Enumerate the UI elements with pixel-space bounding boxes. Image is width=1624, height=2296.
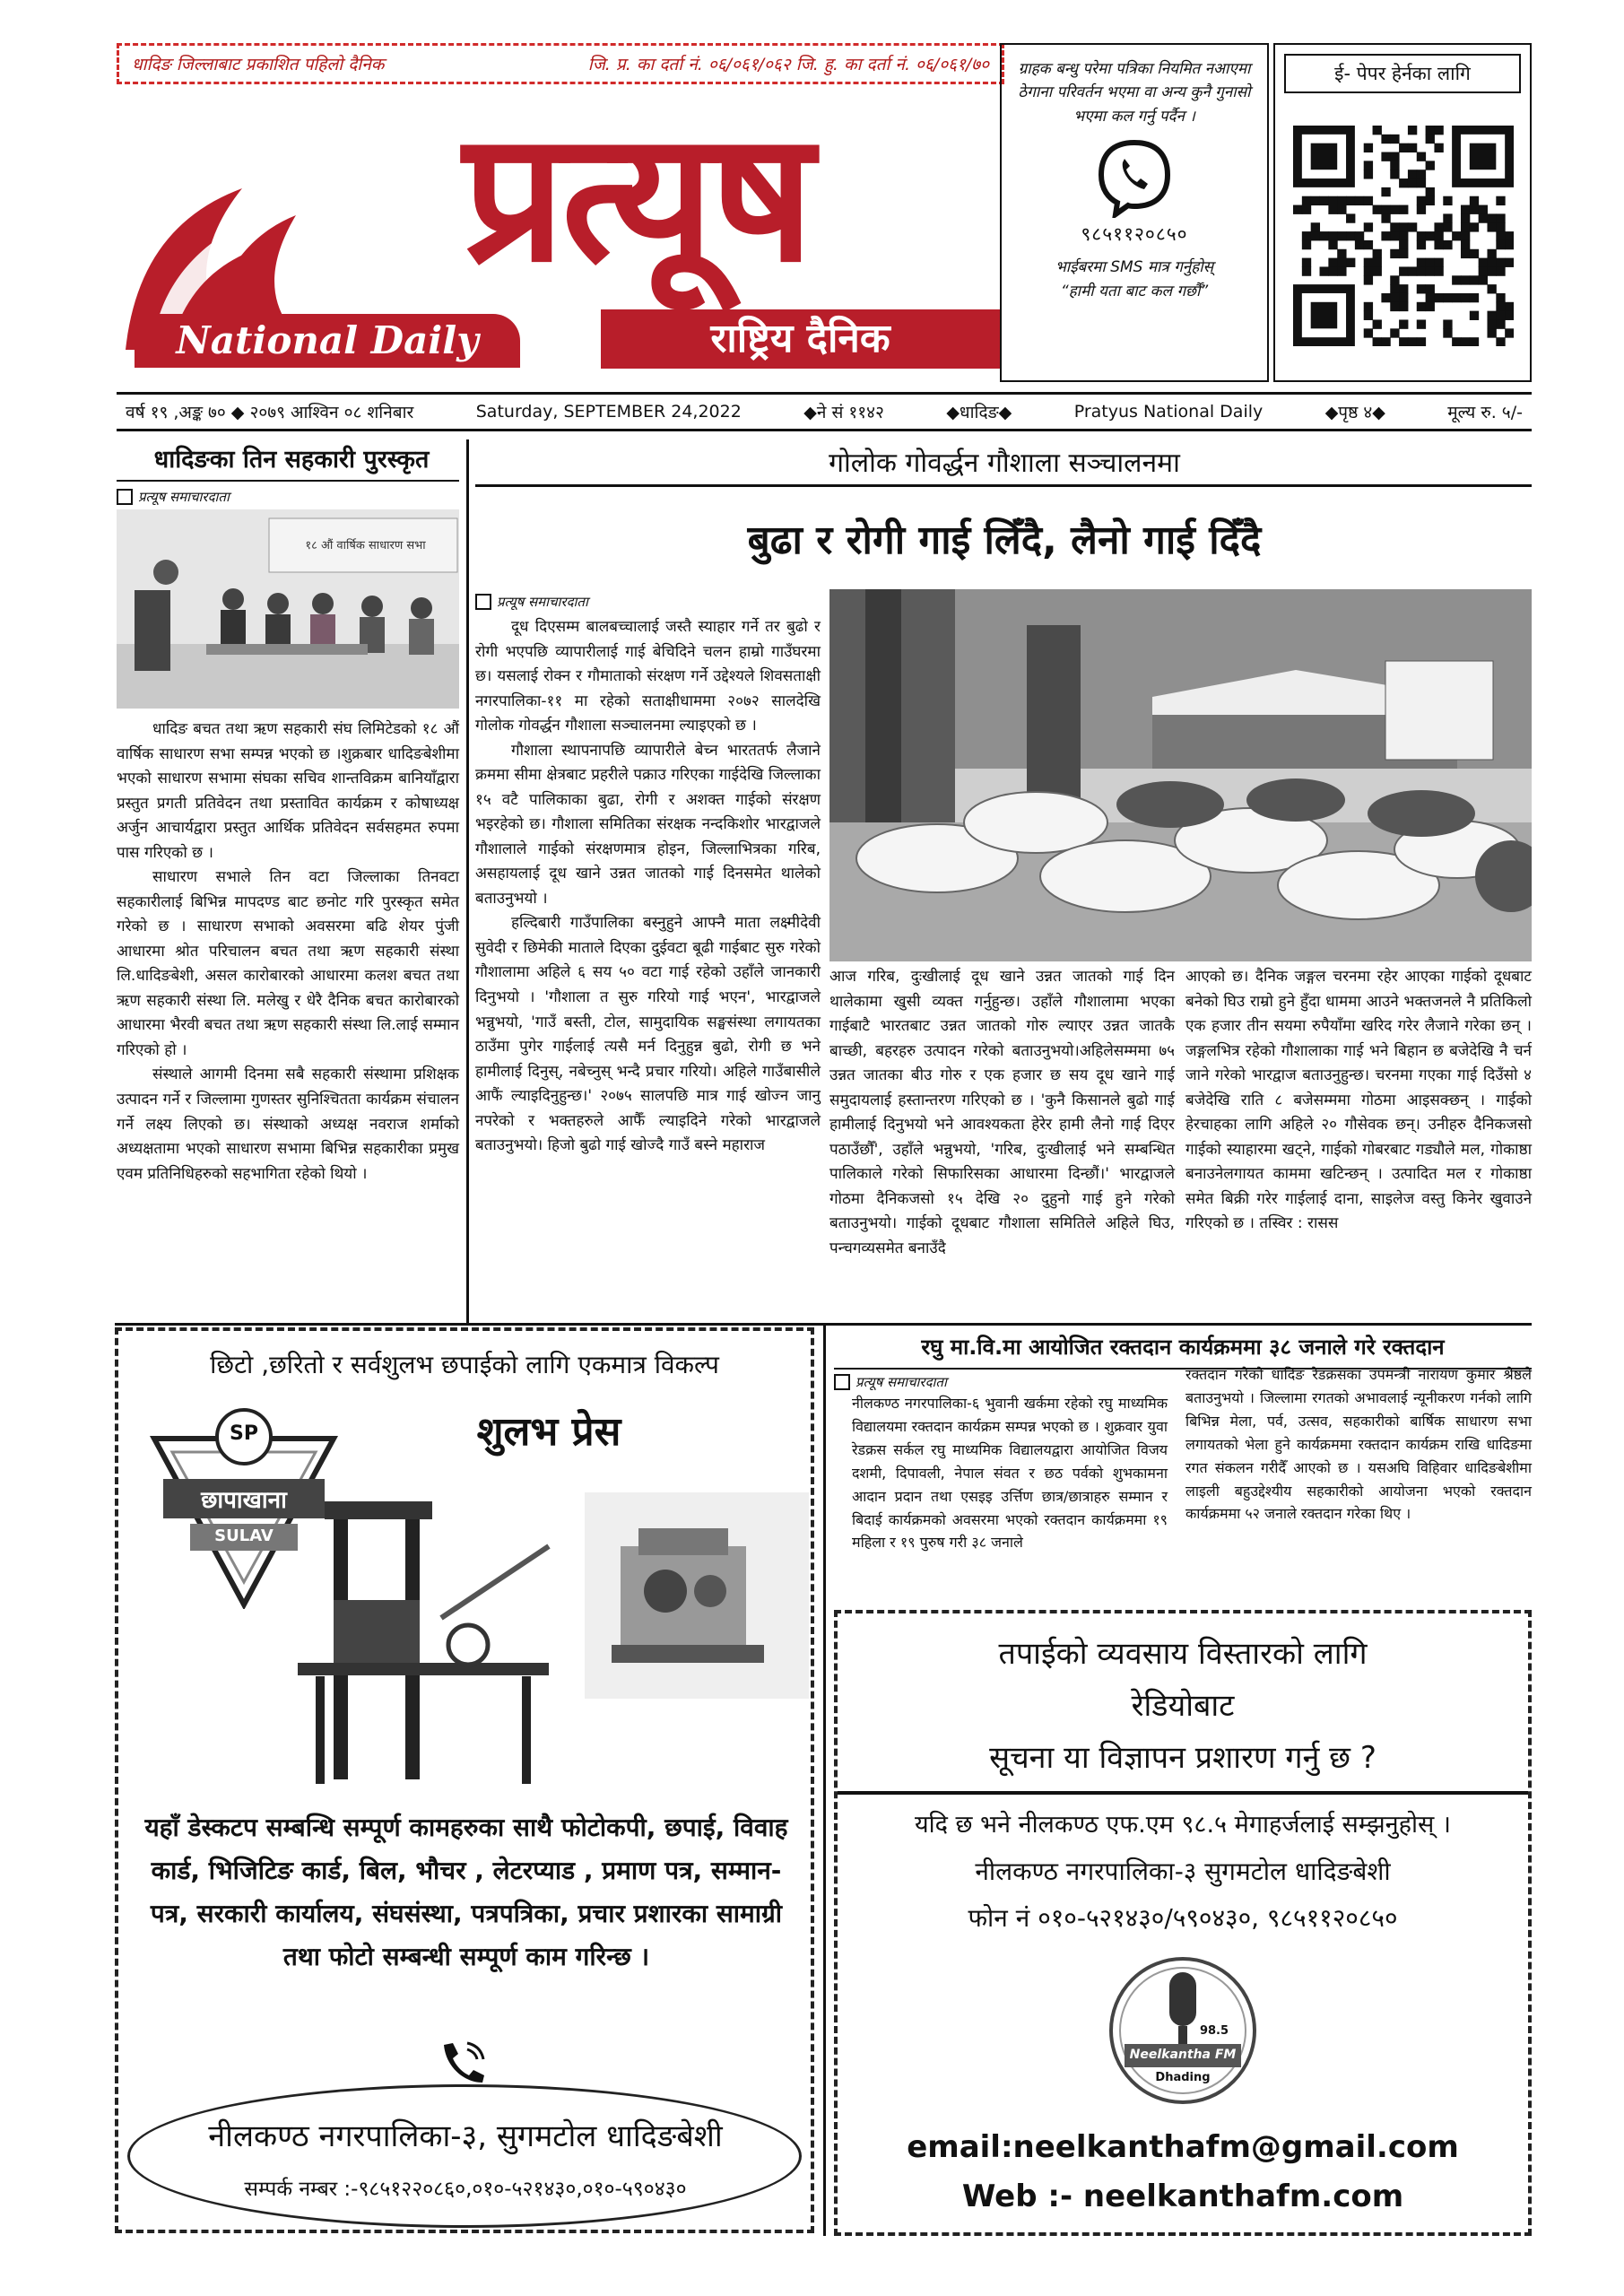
masthead-logo <box>117 90 1004 377</box>
byline-square-icon <box>834 1374 850 1390</box>
article-cooperatives-byline <box>117 487 457 507</box>
press-logo-initials: SP <box>230 1422 258 1445</box>
paragraph: हल्दिबारी गाउँपालिका बस्नुहुने आफ्नै माता लक्ष्मीदेवी सुवेदी र छिमेकी माताले दिएका दुईवटा बूढी गाईबाट सुरु गरेको गौशालामा अहिले ६ सय ५० वटा गाई रहेको उहाँले जानकारी दिनुभयो । 'गौशाला त सुरु गरियो गाई भएन', भारद्वाजले भन्नुभयो, 'गाउँ बस्ती, टोल, सामुदायिक सङ्घसंस्था लगायतका ठाउँमा पुगेर गाईलाई त्यसै मर्न दिनुहुन्न बुढो, रोगी छ भने हामीलाई दिनुस्, नबेच्नुस् भन्दै प्रचार गरियो। अहिले गाउँबासीले आफैं ल्याइदिनुहुन्छ।' २०७५ सालपछि मात्र गाई खोज्न जानु नपरेको र भक्तहरुले आफैँ ल्याइदिने गरेको भारद्वाजले बताउनुभयो। हिजो बुढो गाई खोज्दै गाउँ बस्ने महाराज <box>475 914 821 1155</box>
district: ◆धादिङ◆ <box>946 403 1012 422</box>
press-logo-brand: SULAV <box>214 1526 274 1545</box>
article-cows-headline[interactable]: बुढा र रोगी गाई लिँदै, लैनो गाई दिँदै <box>747 517 1262 563</box>
article-blood-col2: रक्तदान गरेको धादिङ रेडक्रसका उपमन्त्री नारायण कुमार श्रेष्ठले बताउनुभयो । जिल्लामा रगतको अभावलाई न्यूनीकरण गर्नको लागि बिभिन्न मेला, पर्व, उत्सव, सहकारीको बार्षिक साधारण सभा लगायतको भेला हुने कार्यक्रममा रक्तदान कार्यक्रम राखि धादिङमा रगत संकलन गरीदैँ आएको छ । यसअघि विहिवार धादिङबेशीमा लाइली बहुउद्देश्यीय सहकारीको आयोजना भएको रक्तदान कार्यक्रममा ५२ जनाले रक्तदान गरेका थिए । <box>1185 1366 1532 1523</box>
fm-ad-line1: तपाईको व्यवसाय विस्तारको लागि <box>998 1636 1368 1672</box>
fm-ad-line2: रेडियोबाट <box>1131 1688 1235 1724</box>
article-cows-col2: आज गरिब, दुःखीलाई दूध खाने उन्नत जातको गाई दिन थालेकामा खुसी व्यक्त गर्नुहुन्छ। उहाँले गौशालामा भएका गाईबाटै भारतबाट उन्नत जातको गोरु ल्याएर उन्नत जातकै बाच्छी, बहरहरु उत्पादन गरेको बताउनुभयो।अहिलेसम्ममा ७५ उन्नत जातका बीउ गोरु र एक हजार छ सय दूध खाने गाई समुदायलाई हस्तान्तरण गरिएको छ । 'कुनै किसानले बुढो गाई हामीलाई दिनुभयो भने आवश्यकता हेरेर हामी लैनो गाई दिएर पठाउँछौँ', उहाँले भन्नुभयो, 'गरिब, दुःखीलाई भने सम्बन्धित पालिकाले गरेको सिफारिसका आधारमा दिन्छौं।' भारद्वाजले गोठमा दैनिकजसो १५ देखि २० दुहुनो गाई हुने गरेको बताउनुभयो। गाईको दूधबाट गौशाला समितिले अहिले घिउ, पन्चगव्यसमेत बनाउँदै <box>829 968 1175 1257</box>
cows-photo <box>829 589 1532 961</box>
divider <box>838 1791 1528 1795</box>
fm-logo-name: Neelkantha FM <box>1129 2048 1237 2062</box>
byline-text: प्रत्यूष समाचारदाता <box>138 489 230 505</box>
english-date: Saturday, SEPTEMBER 24,2022 <box>475 402 742 422</box>
article-cows-kicker: गोलोक गोवर्द्धन गौशाला सञ्चालनमा <box>829 448 1180 479</box>
article-blood-headline[interactable]: रघु मा.वि.मा आयोजित रक्तदान कार्यक्रममा ३८ जनाले गरे रक्तदान <box>921 1335 1445 1360</box>
meeting-banner-text: १८ औं वार्षिक साधारण सभा <box>305 539 426 552</box>
paragraph: धादिङ बचत तथा ऋण सहकारी संघ लिमिटेडको १८ औं वार्षिक साधारण सभा सम्पन्न भएको छ ।शुक्रबार धादिङबेशीमा भएको साधारण सभामा संघका सचिव शान्तविक्रम बानियाँद्वारा प्रस्तुत प्रगती प्रतिवेदन तथा प्रस्तावित कार्यक्रम र कोषाध्यक्ष अर्जुन आचार्यद्वारा प्रस्तुत आर्थिक प्रतिवेदन सर्वसहमत रुपमा पास गरिएको छ । <box>117 720 459 862</box>
press-contact-numbers[interactable]: सम्पर्क नम्बर :-९८५१२२०८६०,०१०-५२१४३०,०१०-५९०४३० <box>244 2178 687 2201</box>
epaper-label: ई- पेपर हेर्नका लागि <box>1284 54 1521 93</box>
article-cows-byline <box>475 592 816 612</box>
qr-code-icon[interactable] <box>1293 126 1514 346</box>
press-ad-services: यहाँ डेस्कटप सम्बन्धि सम्पूर्ण कामहरुका साथै फोटोकपी, छपाई, विवाह कार्ड, भिजिटिङ कार्ड, बिल, भौचर , लेटरप्याड , प्रमाण पत्र, सम्मान-पत्र, सरकारी कार्यालय, संघसंस्था, पत्रपत्रिका, प्रचार प्रशारका सामाग्री तथा फोटो सम्बन्धी सम्पूर्ण काम गरिन्छ । <box>144 1813 788 1972</box>
fm-advertisement <box>834 1610 1532 2236</box>
paper-name: Pratyus National Daily <box>1073 402 1264 422</box>
dateline-bar <box>117 392 1532 431</box>
byline-square-icon <box>475 594 491 610</box>
subscriber-notice-box <box>1000 43 1269 382</box>
phone-icon[interactable] <box>437 2039 487 2084</box>
fm-email[interactable]: email:neelkanthafm@gmail.com <box>907 2129 1459 2165</box>
divider <box>475 484 1532 487</box>
offset-press-image <box>585 1492 809 1699</box>
fm-logo-place: Dhading <box>1155 2071 1211 2084</box>
masthead-english-name: National Daily <box>135 314 520 368</box>
paragraph: दूध दिएसम्म बालबच्चालाई जस्तै स्याहार गर्ने तर बुढो र रोगी भएपछि व्यापारीलाई गाई बेचिदिने चलन हाम्रो गाउँघरमा छ। यसलाई रोक्न र गौमाताको संरक्षण गर्ने उद्देश्यले शिवसताक्षी नगरपालिका-११ मा रहेको सताक्षीधाममा २०७२ सालदेखि गोलोक गोवर्द्धन गौशाला सञ्चालनमा ल्याइएको छ । <box>475 618 821 735</box>
subscriber-slogan: “हामी यता बाट कल गर्छौं” <box>1060 283 1209 301</box>
subscriber-notice: ग्राहक बन्धु परेमा पत्रिका नियमित नआएमा ठेगाना परिवर्तन भएमा वा अन्य कुनै गुनासो भएमा कल गर्नु पर्दैन । <box>1018 60 1251 126</box>
fm-ad-line6[interactable]: फोन नं ०१०-५२१४३०/५९०४३०, ९८५११२०८५० <box>968 1903 1398 1933</box>
subscriber-number: ९८५११२०८५० <box>1081 223 1188 246</box>
article-cows-col1 <box>475 615 821 1324</box>
byline-square-icon <box>117 489 133 505</box>
press-contact-oval <box>127 2084 802 2228</box>
paragraph: गौशाला स्थापनापछि व्यापारीले बेच्न भारततर्फ लैजाने क्रममा सीमा क्षेत्रबाट प्रहरीले पक्राउ गरिएका गाईदेखि जिल्लाका १५ वटै पालिकाका बुढा, रोगी र अशक्त गाईको संरक्षण भइरहेको छ। गौशाला समितिका संरक्षक नन्दकिशोर भारद्वाजले गौशालाले गाईको संरक्षणमात्र होइन, जिल्लाभित्रका गरिब, असहायलाई दूध खाने उन्नत जातको गाई दिनसमेत थालेको बताउनुभयो । <box>475 741 821 908</box>
issue-info: वर्ष १९ ,अङ्क ७० ◆ २०७९ आश्विन ०८ शनिबार <box>126 403 414 422</box>
paragraph: संस्थाले आगमी दिनमा सबै सहकारी संस्थामा प्रशिक्षक उत्पादन गर्ने र जिल्लामा गुणस्तर सुनिश्चितता कार्यक्रम संचालन गर्ने लक्ष्य लिएको छ। संस्थाको अध्यक्ष नवराज शर्माको अध्यक्षतामा भएको साधारण सभामा बिभिन्न सहकारीका प्रमुख एवम प्रतिनिधिहरुको सहभागिता रहेको थियो । <box>117 1065 459 1183</box>
page-number: ◆पृष्ठ ४◆ <box>1324 403 1385 422</box>
divider <box>117 480 459 482</box>
fm-logo-freq: 98.5 <box>1199 2024 1229 2038</box>
article-cooperatives-headline[interactable]: धादिङका तिन सहकारी पुरस्कृत <box>153 446 430 474</box>
subscriber-sms: भाईबरमा SMS मात्र गर्नुहोस् <box>1055 258 1214 277</box>
viber-icon[interactable] <box>1094 137 1175 218</box>
article-blood-col1: नीलकण्ठ नगरपालिका-६ भुवानी खर्कमा रहेको रघु माध्यमिक विद्यालयमा रक्तदान कार्यक्रम सम्पन्न भएको छ । शुक्रवार युवा रेडक्रस सर्कल रघु माध्यमिक विद्यालयद्वारा आयोजित विजय दशमी, दिपावली, नेपाल संवत र छठ पर्वको शुभकामना आदान प्रदान तथा एसइइ उर्त्तिण छात्र/छात्राहरु सम्मान र बिदाई कार्यक्रमको अवसरमा भएको रक्तदान कार्यक्रममा १९ महिला र १९ पुरुष गरी ३८ जनाले <box>852 1395 1168 1552</box>
price: मूल्य रु. ५/- <box>1447 403 1523 422</box>
article-cows-col3: आएको छ। दैनिक जङ्गल चरनमा रहेर आएका गाईको दूधबाट बनेको घिउ राम्रो हुने हुँदा धाममा आउने भक्तजनले नै प्रतिकिलो एक हजार तीन सयमा रुपैयाँमा खरिद गरेर लैजाने गरेका छन् । जङ्गलभित्र रहेको गौशालाका गाई भने बिहान छ बजेदेखि नै चर्न जाने गरेको भारद्वाज बताउनुहुन्छ। चरनमा गएका गाई दिउँसो ४ बजेदेखि राति ८ बजेसम्ममा गोठमा आइसक्छन् । गाईको हेरचाहका लागि अहिले २० गौसेवक छन्। उनीहरु दैनिकजसो गाईको स्याहारमा खट्ने, गाईको गोबरबाट गड्यौले मल, गोकाष्ठा बनाउनेलगायत काममा खटिन्छन् । उत्पादित मल र गोकाष्ठा समेत बिक्री गरेर गाईलाई दाना, साइलेज वस्तु किनेर खुवाउने गरिएको छ । तस्विर : रासस <box>1185 968 1532 1233</box>
masthead-nepali-subtitle: राष्ट्रिय दैनिक <box>601 309 1000 369</box>
letterpress-machine-image <box>298 1492 567 1788</box>
column-divider <box>466 439 469 1323</box>
cooperatives-meeting-photo <box>117 509 459 709</box>
fm-ad-line3: सूचना या विज्ञापन प्रशारण गर्नु छ ? <box>989 1740 1376 1776</box>
article-cooperatives-body <box>117 718 459 1327</box>
masthead-registration: जि. प्र. का दर्ता नं. ०६/०६१/०६२ जि. हु. का दर्ता नं. ०६/०६१/७० <box>587 55 989 74</box>
nepal-sambat: ◆ने सं ११४२ <box>803 403 884 422</box>
byline-text: प्रत्यूष समाचारदाता <box>855 1374 947 1390</box>
press-ad-title[interactable]: शुलभ प्रेस <box>476 1409 621 1455</box>
press-address: नीलकण्ठ नगरपालिका-३, सुगमटोल धादिङबेशी <box>208 2118 723 2154</box>
masthead-tagline-left: धादिङ जिल्लाबाट प्रकाशित पहिलो दैनिक <box>132 55 385 74</box>
press-ad-headline: छिटो ,छरितो र सर्वशुलभ छपाईको लागि एकमात्र विकल्प <box>210 1350 719 1379</box>
byline-text: प्रत्यूष समाचारदाता <box>497 594 588 610</box>
press-advertisement <box>115 1327 814 2233</box>
fm-ad-line5: नीलकण्ठ नगरपालिका-३ सुगमटोल धादिङबेशी <box>975 1857 1391 1886</box>
neelkantha-fm-logo <box>1107 1954 1259 2107</box>
article-blood-byline <box>834 1372 1175 1392</box>
masthead-tagline-bar <box>117 43 1004 84</box>
epaper-box <box>1273 43 1532 382</box>
column-divider <box>823 1326 826 2236</box>
fm-website[interactable]: Web :- neelkanthafm.com <box>961 2179 1404 2214</box>
paragraph: साधारण सभाले तिन वटा जिल्लाका तिनवटा सहकारीलाई बिभिन्न मापदण्ड बाट छनोट गरि पुरस्कृत समेत गरेको छ । साधारण सभाको अवसरमा बढि शेयर पुंजी आधारमा श्रोत परिचालन बचत तथा ऋण सहकारी संस्था लि.धादिङबेशी, असल कारोबारको आधारमा कलश बचत तथा ऋण सहकारी संस्था लि. मलेखु र धेरै दैनिक बचत कारोबारको आधारमा भैरवी बचत तथा ऋण सहकारी संस्था लि.लाई सम्मान गरिएको हो । <box>117 868 459 1059</box>
press-logo-text: छापाखाना <box>201 1487 287 1514</box>
fm-ad-line4: यदि छ भने नीलकण्ठ एफ.एम ९८.५ मेगाहर्जलाई सम्झनुहोस् । <box>914 1811 1452 1839</box>
masthead-title: प्रत्यूष <box>463 91 811 302</box>
